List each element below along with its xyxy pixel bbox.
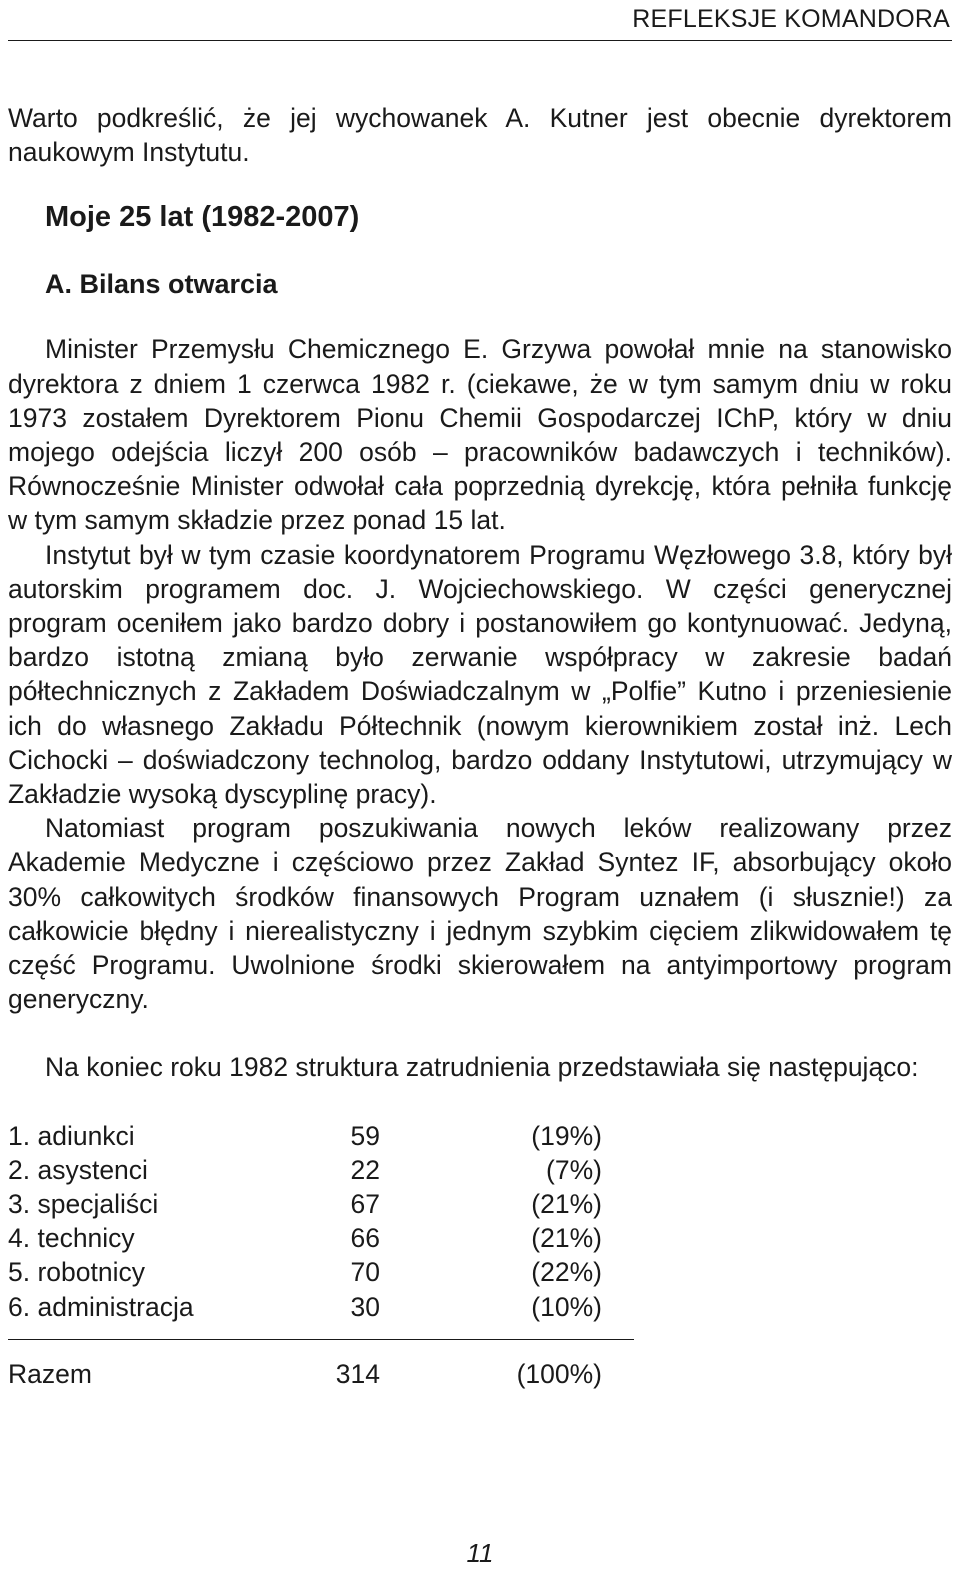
row-percent: (19%) (531, 1120, 602, 1151)
table-row (8, 1119, 952, 1153)
row-percent: (21%) (531, 1189, 602, 1220)
page-content (8, 101, 952, 1391)
row-percent: (22%) (531, 1257, 602, 1288)
row-category: 4. technicy (8, 1223, 135, 1254)
paragraph-3: Natomiast program poszukiwania nowych leków realizowany przez Akademie Medyczne i częściowo przez Zakład Syntez IF, absorbujący około 30% całkowitych środków finansowych Program uznałem (i słusznie!) za całkowicie błędny i nierealistyczny i jednym szybkim cięciem zlikwidowałem tę część Programu. Uwolnione środki skierowałem na antyimportowy program generyczny. (8, 813, 952, 1015)
paragraph-1: Minister Przemysłu Chemicznego E. Grzywa powołał mnie na stanowisko dyrektora z dniem 1 czerwca 1982 r. (ciekawe, że w tym samym dniu w roku 1973 zostałem Dyrektorem Pionu Chemii Gospodarczej IChP, który w dniu mojego odejścia liczył 200 osób – pracowników badawczych i techników). Równocześnie Minister odwołał cała poprzednią dyrekcję, która pełniła funkcję w tym samym składzie przez ponad 15 lat. (8, 334, 952, 536)
paragraph-2: Instytut był w tym czasie koordynatorem Programu Węzłowego 3.8, który był autorskim programem doc. J. Wojciechowskiego. W części generycznej program oceniłem jako bardzo dobry i postanowiłem go kontynuować. Jedyną, bardzo istotną zmianą było zerwanie współpracy w zakresie badań półtechnicznych z Zakładem Doświadczalnym w „Polfie” Kutno i przeniesienie ich do własnego Zakładu Półtechnik (nowym kierownikiem został inż. Lech Cichocki – doświadczony technolog, bardzo oddany Instytutowi, utrzymujący w Zakładzie wysoką dyscyplinę pracy). (8, 539, 952, 810)
header-title: REFLEKSJE KOMANDORA (632, 5, 950, 33)
row-count: 70 (350, 1257, 380, 1288)
intro-paragraph: Warto podkreślić, że jej wychowanek A. Kutner jest obecnie dyrektorem naukowym Instytutu. (8, 103, 952, 168)
row-percent: (10%) (531, 1291, 602, 1322)
row-category: 6. administracja (8, 1291, 194, 1322)
table-row (8, 1290, 952, 1324)
total-divider (8, 1339, 634, 1340)
total-label: Razem (8, 1358, 92, 1389)
table-row (8, 1221, 952, 1255)
table-row (8, 1255, 952, 1289)
row-count: 66 (350, 1223, 380, 1254)
row-percent: (21%) (531, 1223, 602, 1254)
row-count: 67 (350, 1189, 380, 1220)
table-row (8, 1153, 952, 1187)
row-category: 3. specjaliści (8, 1189, 159, 1220)
table-row (8, 1187, 952, 1221)
total-row (8, 1357, 952, 1391)
section-title: Moje 25 lat (1982-2007) (45, 201, 360, 234)
page-number: 11 (466, 1538, 494, 1568)
running-header (8, 0, 952, 41)
row-count: 22 (350, 1154, 380, 1185)
row-category: 1. adiunkci (8, 1120, 135, 1151)
section-subtitle: A. Bilans otwarcia (45, 269, 278, 300)
row-category: 5. robotnicy (8, 1257, 145, 1288)
row-category: 2. asystenci (8, 1154, 148, 1185)
employment-intro: Na koniec roku 1982 struktura zatrudnienia przedstawiała się następująco: (45, 1052, 919, 1083)
total-percent: (100%) (516, 1358, 602, 1389)
employment-table (8, 1119, 952, 1391)
total-count: 314 (335, 1358, 380, 1389)
row-percent: (7%) (546, 1154, 602, 1185)
row-count: 30 (350, 1291, 380, 1322)
row-count: 59 (350, 1120, 380, 1151)
